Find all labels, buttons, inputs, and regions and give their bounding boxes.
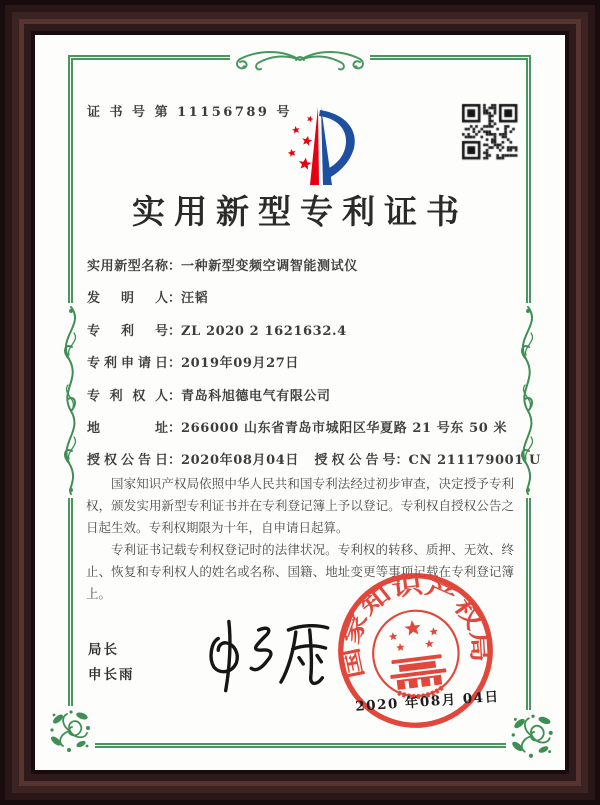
colon: ： xyxy=(168,291,182,306)
left-scroll-ornament-icon xyxy=(52,303,90,498)
field-value: 2019年09月27日 xyxy=(181,356,299,371)
field-grant-date xyxy=(87,449,310,468)
signer-block xyxy=(88,637,135,687)
colon: ： xyxy=(168,389,182,404)
field-label: 专利权人 xyxy=(87,389,168,404)
field-label: 地址 xyxy=(87,421,168,436)
colon: ： xyxy=(168,324,182,339)
cnipa-logo-icon xyxy=(263,101,363,195)
field-patent-no xyxy=(87,320,517,339)
field-inventor xyxy=(87,287,517,306)
signer-name: 申长雨 xyxy=(88,667,135,682)
top-flourish-icon xyxy=(230,44,370,76)
qr-code xyxy=(461,103,519,161)
colon: ： xyxy=(168,356,182,371)
field-label: 授权公告号 xyxy=(314,453,396,468)
field-label: 专利申请日 xyxy=(87,356,168,371)
field-label: 专利号 xyxy=(87,324,168,339)
handwritten-signature-icon xyxy=(190,613,340,702)
field-label: 实用新型名称 xyxy=(87,259,168,274)
bottom-left-floral-icon xyxy=(45,706,95,756)
colon: ： xyxy=(168,259,182,274)
field-address xyxy=(87,417,517,436)
seal-date: 2020 年08月 04日 xyxy=(354,688,501,715)
field-value: 一种新型变频空调智能测试仪 xyxy=(181,259,358,274)
field-value: CN 211179001 U xyxy=(408,453,541,468)
colon: ： xyxy=(168,421,182,436)
field-value: ZL 2020 2 1621632.4 xyxy=(181,324,347,339)
field-name xyxy=(87,255,517,274)
field-grant-row xyxy=(87,449,541,468)
field-patentee xyxy=(87,385,517,404)
certificate-paper xyxy=(35,35,565,770)
colon: ： xyxy=(168,453,182,468)
signer-title: 局长 xyxy=(88,642,119,657)
field-grant-no xyxy=(315,453,541,468)
bottom-right-floral-icon xyxy=(506,710,558,762)
colon: ： xyxy=(395,453,409,468)
field-filing-date xyxy=(87,352,517,371)
field-value: 266000 山东省青岛市城阳区华夏路 21 号东 50 米 xyxy=(181,421,508,436)
certificate-number: 证 书 号 第 11156789 号 xyxy=(87,105,292,120)
field-label: 授权公告日 xyxy=(87,453,168,468)
field-value: 青岛科旭德电气有限公司 xyxy=(181,389,331,404)
field-value: 2020年08月04日 xyxy=(181,453,299,468)
certificate-title: 实用新型专利证书 xyxy=(132,192,468,231)
field-label: 发明人 xyxy=(87,291,168,306)
legal-paragraph: 国家知识产权局依照中华人民共和国专利法经过初步审查，决定授予专利权，颁发实用新型专利证书并在专利登记簿上予以登记。专利权自授权公告之日起生效。专利权期限为十年，自申请日起算。 xyxy=(86,476,514,535)
field-value: 汪韬 xyxy=(181,291,209,306)
legal-paragraph: 专利证书记载专利权登记时的法律状况。专利权的转移、质押、无效、终止、恢复和专利权人的姓名或名称、国籍、地址变更等事项记载在专利登记簿上。 xyxy=(86,542,514,601)
seal-text: 国家知识产权局 xyxy=(339,574,491,681)
